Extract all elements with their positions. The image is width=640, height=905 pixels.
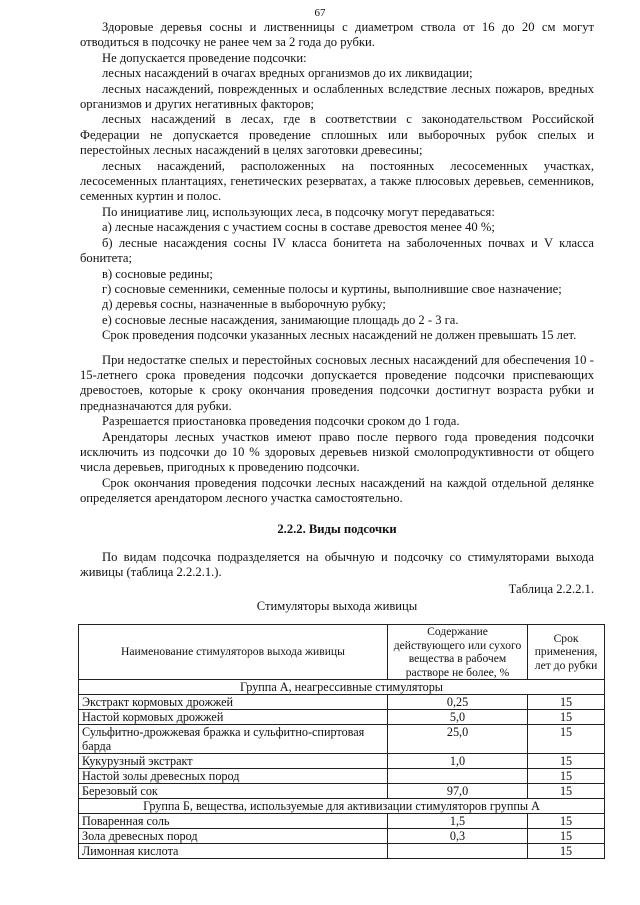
content-value: 1,5	[387, 814, 527, 829]
content-value	[387, 769, 527, 784]
stimulator-name: Лимонная кислота	[79, 844, 388, 859]
paragraph: лесных насаждений, расположенных на постоянных лесосеменных участках, лесосеменных плантациях, генетических резерватах, а также плюсовых деревьев, семенников, семенных куртин и полос.	[80, 158, 594, 204]
table-row	[79, 814, 605, 829]
group-row	[79, 680, 605, 695]
paragraph: По инициативе лиц, использующих леса, в подсочку могут передаваться:	[102, 204, 495, 219]
column-header: Содержание действующего или сухого вещества в рабочем растворе не более, %	[387, 625, 527, 680]
paragraph: лесных насаждений в очагах вредных организмов до их ликвидации;	[102, 66, 473, 81]
paragraph: Разрешается приостановка проведения подсочки сроком до 1 года.	[102, 414, 460, 429]
table-header-row	[79, 625, 605, 680]
term-value: 15	[528, 844, 605, 859]
paragraph: Здоровые деревья сосны и лиственницы с диаметром ствола от 16 до 20 см могут отводиться в подсочку не ранее чем за 2 года до рубки.	[80, 20, 594, 50]
page-number: 67	[314, 7, 326, 19]
content-value	[387, 844, 527, 859]
group-a-label: Группа А, неагрессивные стимуляторы	[79, 680, 605, 695]
content-value: 97,0	[387, 784, 527, 799]
list-item: в) сосновые редины;	[102, 266, 213, 281]
stimulator-name: Зола древесных пород	[79, 829, 388, 844]
stimulator-name: Сульфитно-дрожжевая бражка и сульфитно-спиртовая барда	[79, 725, 388, 754]
list-item: а) лесные насаждения с участием сосны в составе древостоя менее 40 %;	[102, 220, 495, 235]
content-value: 0,3	[387, 829, 527, 844]
list-item: г) сосновые семенники, семенные полосы и куртины, выполнившие свое назначение;	[102, 281, 562, 296]
table-row	[79, 844, 605, 859]
paragraph: Срок окончания проведения подсочки лесных насаждений на каждой отдельной делянке определяется арендатором лесного участка самостоятельно.	[80, 475, 594, 506]
content-value: 25,0	[387, 725, 527, 754]
paragraph: лесных насаждений в лесах, где в соответствии с законодательством Российской Федерации не допускается проведение сплошных или выборочных рубок спелых и перестойных лесных насаждений в целях заготовки древесины;	[80, 112, 594, 158]
paragraph: При недостатке спелых и перестойных сосновых лесных насаждений для обеспечения 10 - 15-летнего срока проведения подсочки допускается проведение подсочки приспевающих древостоев, которые к сроку окончания проведения подсочки достигнут возраста рубки и предназначаются для рубки.	[80, 352, 594, 413]
paragraph: Не допускается проведение подсочки:	[102, 50, 307, 65]
term-value: 15	[528, 769, 605, 784]
stimulator-name: Экстракт кормовых дрожжей	[79, 695, 388, 710]
term-value: 15	[528, 695, 605, 710]
table-row	[79, 829, 605, 844]
stimulator-name: Поваренная соль	[79, 814, 388, 829]
table-label: Таблица 2.2.2.1.	[508, 581, 594, 596]
paragraph: По видам подсочка подразделяется на обычную и подсочку со стимуляторами выхода живицы (таблица 2.2.2.1.).	[80, 550, 594, 580]
term-value: 15	[528, 754, 605, 769]
list-item: е) сосновые лесные насаждения, занимающие площадь до 2 - 3 га.	[102, 312, 459, 327]
group-row	[79, 799, 605, 814]
document-body	[80, 20, 594, 615]
table-row	[79, 725, 605, 754]
list-item: б) лесные насаждения сосны IV класса бонитета на заболоченных почвах и V класса бонитета;	[80, 235, 594, 266]
section-heading: 2.2.2. Виды подсочки	[277, 521, 397, 536]
table-row	[79, 695, 605, 710]
paragraph: Арендаторы лесных участков имеют право после первого года проведения подсочки исключить из подсочки до 10 % здоровых деревьев низкой смолопродуктивности от общего числа деревьев, пригодных к проведению подсочки.	[80, 429, 594, 475]
table-row	[79, 769, 605, 784]
term-value: 15	[528, 814, 605, 829]
table-row	[79, 710, 605, 725]
term-value: 15	[528, 725, 605, 754]
table-title: Стимуляторы выхода живицы	[256, 599, 418, 614]
content-value: 5,0	[387, 710, 527, 725]
stimulators-table	[78, 624, 605, 859]
term-value: 15	[528, 784, 605, 799]
table-row	[79, 784, 605, 799]
content-value: 0,25	[387, 695, 527, 710]
column-header: Срок применения, лет до рубки	[528, 625, 605, 680]
content-value: 1,0	[387, 754, 527, 769]
table-row	[79, 754, 605, 769]
paragraph: лесных насаждений, поврежденных и ослабленных вследствие лесных пожаров, вредных организмов и других негативных факторов;	[80, 81, 594, 112]
list-item: д) деревья сосны, назначенные в выборочную рубку;	[102, 297, 386, 312]
group-b-label: Группа Б, вещества, используемые для активизации стимуляторов группы А	[79, 799, 605, 814]
stimulator-name: Настой кормовых дрожжей	[79, 710, 388, 725]
term-value: 15	[528, 710, 605, 725]
stimulator-name: Березовый сок	[79, 784, 388, 799]
stimulator-name: Кукурузный экстракт	[79, 754, 388, 769]
column-header: Наименование стимуляторов выхода живицы	[79, 625, 388, 680]
paragraph: Срок проведения подсочки указанных лесных насаждений не должен превышать 15 лет.	[102, 328, 577, 343]
term-value: 15	[528, 829, 605, 844]
stimulator-name: Настой золы древесных пород	[79, 769, 388, 784]
